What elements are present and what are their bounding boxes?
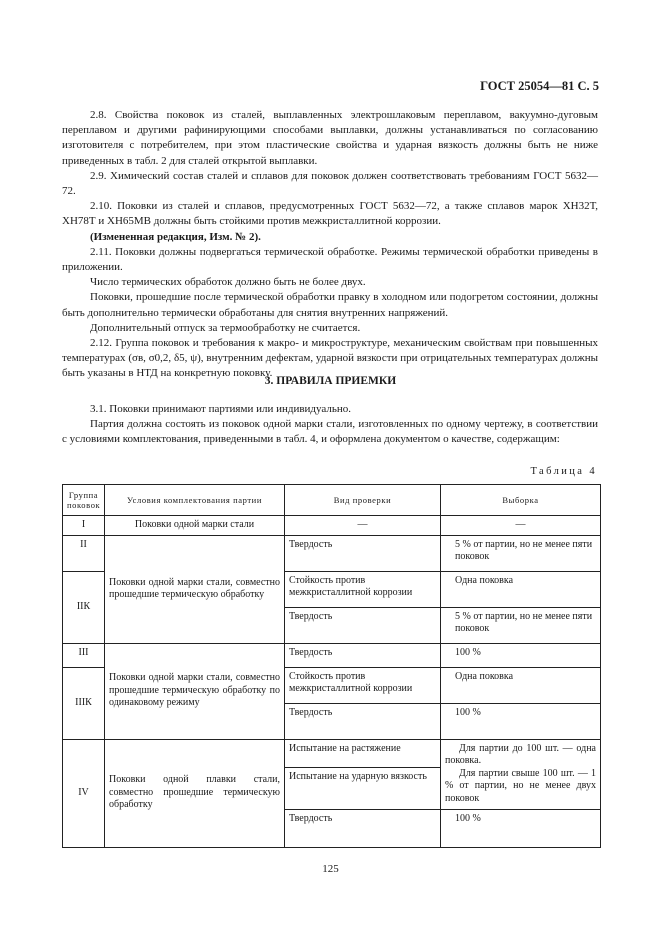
group-cell: IV xyxy=(63,739,105,847)
check-cell: Стойкость против межкристаллитной коррозии xyxy=(285,571,441,607)
table-row xyxy=(63,516,601,536)
sample-cell: 100 % xyxy=(441,643,601,667)
condition-cell: Поковки одной марки стали, совместно прошедшие термическую обработку xyxy=(105,535,285,643)
table-label: Таблица 4 xyxy=(530,466,597,477)
sample-cell: 5 % от партии, но не менее пяти поковок xyxy=(441,607,601,643)
page-number: 125 xyxy=(322,863,339,875)
sample-small-batch: Для партии до 100 шт. — одна поковка. xyxy=(445,742,596,767)
check-cell: — xyxy=(285,516,441,536)
check-cell: Твердость xyxy=(285,809,441,847)
sample-cell: — xyxy=(441,516,601,536)
header-group: Группа поковок xyxy=(63,485,105,516)
group-cell: IIIК xyxy=(63,667,105,739)
check-cell: Стойкость против межкристаллитной коррозии xyxy=(285,667,441,703)
paragraph-2-11: 2.11. Поковки должны подвергаться термической обработке. Режимы термической обработки приведены в приложении. xyxy=(62,245,598,274)
group-cell: IIК xyxy=(63,571,105,643)
body-text xyxy=(62,108,598,382)
paragraph-3-1: 3.1. Поковки принимают партиями или индивидуально. xyxy=(90,403,351,415)
paragraph-batch: Партия должна состоять из поковок одной марки стали, изготовленных по одному чертежу, в соответствии с условиями комплектования, приведенными в табл. 4, и оформлена документом о качестве, содержащим: xyxy=(62,418,598,446)
acceptance-table xyxy=(62,484,601,848)
header-check: Вид проверки xyxy=(285,485,441,516)
check-cell: Твердость xyxy=(285,703,441,739)
sample-cell: Одна поковка xyxy=(441,571,601,607)
section-3-text xyxy=(62,402,598,448)
paragraph-2-9: 2.9. Химический состав сталей и сплавов для поковок должен соответствовать требованиям ГОСТ 5632—72. xyxy=(62,169,598,198)
sample-cell: 100 % xyxy=(441,703,601,739)
condition-cell: Поковки одной плавки стали, совместно прошедшие термическую обработку xyxy=(105,739,285,847)
paragraph-tempering: Дополнительный отпуск за термообработку не считается. xyxy=(90,321,361,334)
group-cell: II xyxy=(63,535,105,571)
table-row xyxy=(63,739,601,767)
check-cell: Твердость xyxy=(285,643,441,667)
paragraph-straightening: Поковки, прошедшие после термической обработки правку в холодном или подогретом состоянии, должны быть дополнительно термически обработаны для снятия внутренних напряжений. xyxy=(62,291,598,319)
table-row xyxy=(63,643,601,667)
check-cell: Твердость xyxy=(285,607,441,643)
table-header-row xyxy=(63,485,601,516)
amendment-note: (Измененная редакция, Изм. № 2). xyxy=(90,230,261,243)
paragraph-2-12: 2.12. Группа поковок и требования к макро- и микроструктуре, механическим свойствам при повышенных температурах (σв, σ0,2, δ5, ψ), внутренним дефектам, ударной вязкости при отрицательных температурах должны быть указаны в НТД на конкретную поковку. xyxy=(62,337,598,380)
sample-cell: 100 % xyxy=(441,809,601,847)
paragraph-2-8: 2.8. Свойства поковок из сталей, выплавленных электрошлаковым переплавом, вакуумно-дуговым переплавом и другими рафинирующими способами выплавки, должны устанавливаться по согласованию изготовителя с потребителем, при этом пластические свойства и ударная вязкость должны быть не ниже приведенных в табл. 2 для сталей открытой выплавки. xyxy=(62,109,598,167)
section-title: 3. ПРАВИЛА ПРИЕМКИ xyxy=(264,375,397,387)
sample-cell: Одна поковка xyxy=(441,667,601,703)
table-row xyxy=(63,535,601,571)
paragraph-2-10: 2.10. Поковки из сталей и сплавов, предусмотренных ГОСТ 5632—72, а также сплавов марок ХН32Т, ХН78Т и ХН65МВ должны быть стойкими против межкристаллитной коррозии. xyxy=(62,200,598,228)
check-cell: Испытание на растяжение xyxy=(285,739,441,767)
paragraph-heat-count: Число термических обработок должно быть не более двух. xyxy=(90,276,366,289)
header-sample: Выборка xyxy=(441,485,601,516)
group-cell: I xyxy=(63,516,105,536)
sample-large-batch: Для партии свыше 100 шт. — 1 % от партии, но не менее двух поковок xyxy=(445,767,596,804)
condition-cell: Поковки одной марки стали, совместно прошедшие термическую обработку по одинаковому режиму xyxy=(105,643,285,739)
page-header: ГОСТ 25054—81 С. 5 xyxy=(480,79,599,93)
header-condition: Условия комплектования партии xyxy=(105,485,285,516)
check-cell: Твердость xyxy=(285,535,441,571)
condition-cell: Поковки одной марки стали xyxy=(105,516,285,536)
group-cell: III xyxy=(63,643,105,667)
sample-cell xyxy=(441,739,601,809)
check-cell: Испытание на ударную вязкость xyxy=(285,767,441,809)
sample-cell: 5 % от партии, но не менее пяти поковок xyxy=(441,535,601,571)
